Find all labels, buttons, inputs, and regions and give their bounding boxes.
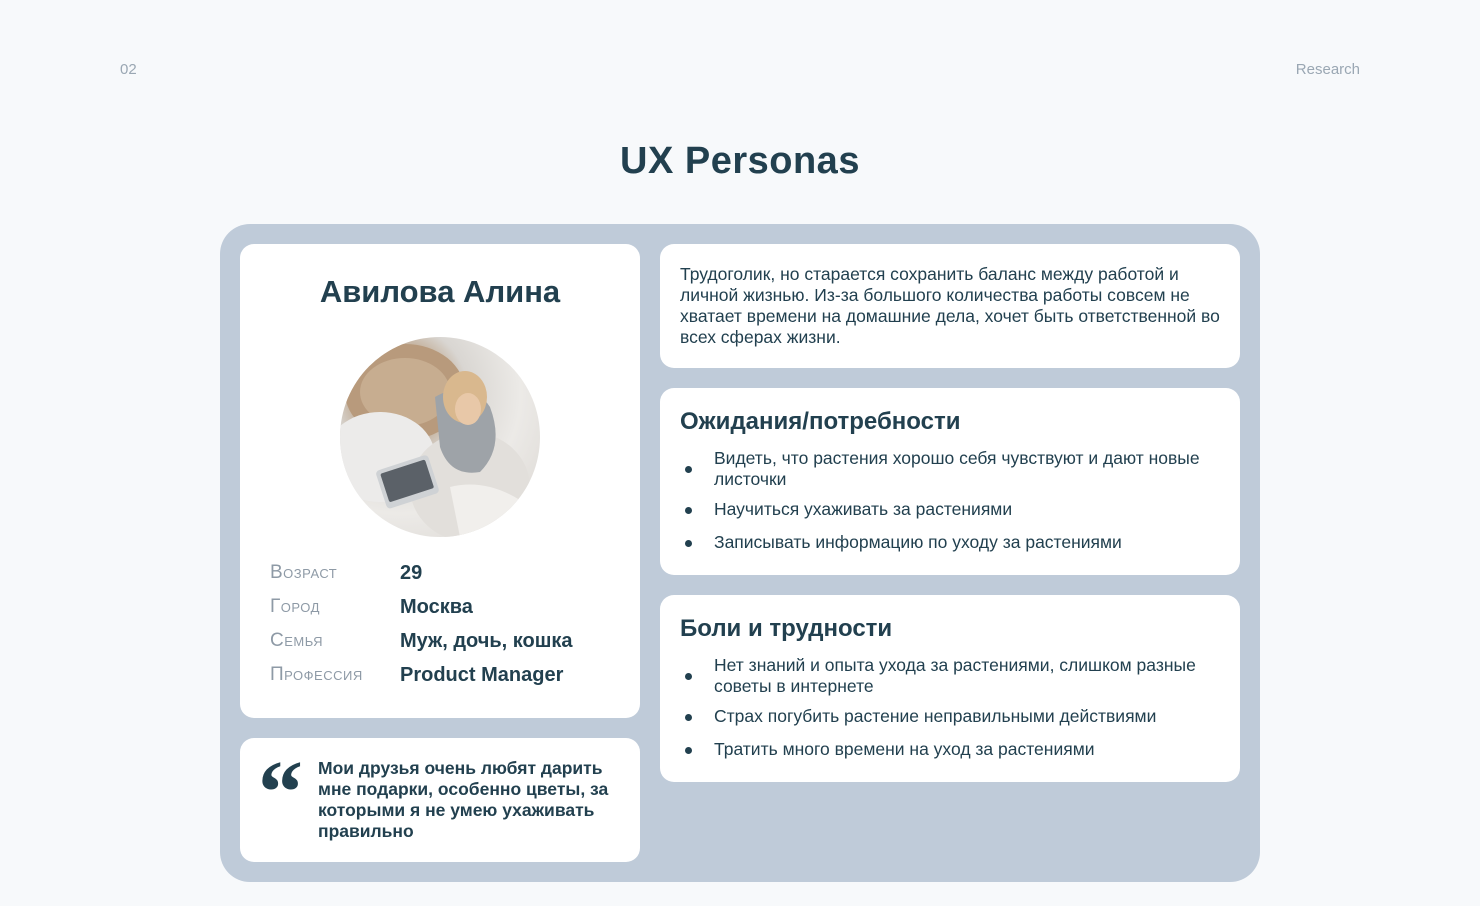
needs-card (660, 388, 1240, 575)
bio-text: Трудоголик, но старается сохранить баланс между работой и личной жизнью. Из-за большого количества работы совсем не хватает времени на домашние дела, хочет быть ответственной во всех сферах жизни. (680, 264, 1220, 347)
list-item (680, 448, 1220, 490)
bullet-icon (685, 673, 692, 680)
profile-card (240, 244, 640, 718)
list-item-text: Страх погубить растение неправильными действиями (714, 706, 1157, 726)
bullet-icon (685, 466, 692, 473)
fact-age (270, 562, 630, 596)
fact-label: Возраст (270, 562, 338, 583)
fact-value: Москва (400, 596, 473, 618)
bullet-icon (685, 540, 692, 547)
list-item (680, 736, 1220, 763)
section-label: Research (1295, 61, 1360, 78)
needs-list (680, 448, 1220, 562)
pains-list (680, 655, 1220, 769)
quote-mark-icon: “ (258, 743, 303, 842)
list-item-text: Нет знаний и опыта ухода за растениями, слишком разные советы в интернете (714, 655, 1196, 696)
list-item-text: Видеть, что растения хорошо себя чувствуют и дают новые листочки (714, 448, 1200, 489)
list-item (680, 496, 1220, 523)
persona-facts (270, 562, 630, 698)
list-item (680, 655, 1220, 697)
persona-name: Авилова Алина (319, 274, 561, 309)
page-number: 02 (120, 61, 137, 78)
fact-value: 29 (400, 562, 423, 584)
bullet-icon (685, 747, 692, 754)
list-item (680, 703, 1220, 730)
person-photo-icon (340, 337, 540, 537)
fact-label: Город (270, 596, 320, 617)
bullet-icon (685, 507, 692, 514)
quote-card (240, 738, 640, 862)
list-item-text: Записывать информацию по уходу за растениями (714, 532, 1122, 552)
pains-card (660, 595, 1240, 782)
fact-city (270, 596, 630, 630)
list-item-text: Тратить много времени на уход за растениями (714, 739, 1095, 759)
fact-profession (270, 664, 630, 698)
list-item-text: Научиться ухаживать за растениями (714, 499, 1013, 519)
page-title: UX Personas (620, 140, 860, 182)
list-item (680, 529, 1220, 556)
quote-text: Мои друзья очень любят дарить мне подарки, особенно цветы, за которыми я не умею ухаживать правильно (318, 758, 609, 841)
fact-value: Муж, дочь, кошка (400, 630, 573, 652)
fact-label: Семья (270, 630, 324, 651)
pains-title: Боли и трудности (680, 615, 893, 642)
persona-board (220, 224, 1260, 882)
bio-card (660, 244, 1240, 368)
needs-title: Ожидания/потребности (680, 408, 961, 435)
fact-family (270, 630, 630, 664)
bullet-icon (685, 714, 692, 721)
fact-value: Product Manager (400, 664, 564, 686)
fact-label: Профессия (270, 664, 363, 685)
